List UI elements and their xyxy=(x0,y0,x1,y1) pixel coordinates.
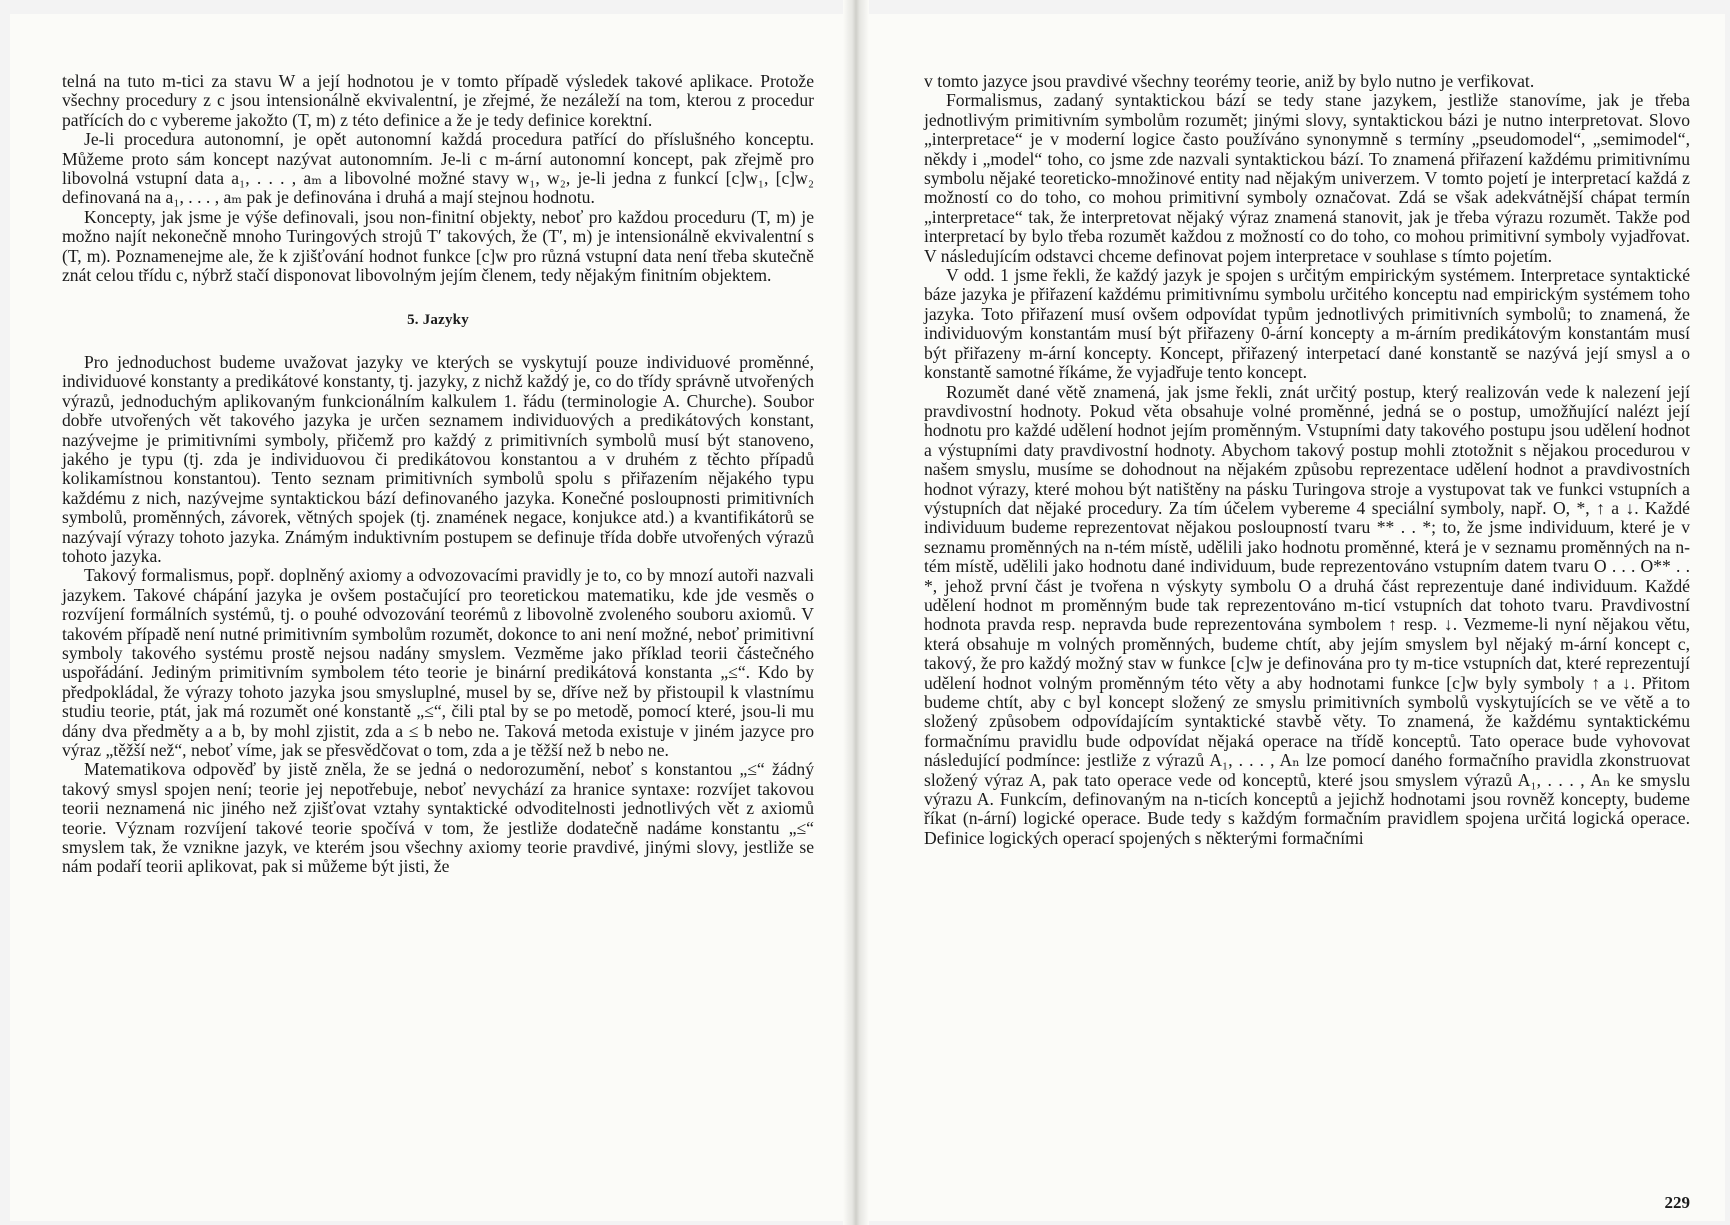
left-paragraph-2: Je-li procedura autonomní, je opět autonomní každá procedura patřící do příslušného konceptu. Můžeme proto sám koncept nazývat autonomním. Je-li c m-ární autonomní koncept, pak zřejmě pro libovolná vstupní data a₁, . . . , aₘ a libovolné možné stavy w₁, w₂, je-li jedna z funkcí [c]w₁, [c]w₂ definovaná na a₁, . . . , aₘ pak je definována i druhá a mají stejnou hodnotu. xyxy=(62,129,814,208)
right-paragraph-4: Rozumět dané větě znamená, jak jsme řekli, znát určitý postup, který realizován vede k nalezení její pravdivostní hodnoty. Pokud věta obsahuje volné proměnné, jedná se o postup, umožňující nalézt její hodnotu pro každé udělení hodnot jejím proměnným. Vstupními daty takového postupu jsou udělení hodnot a výstupními daty pravdivostní hodnoty. Abychom takový postup mohli ztotožnit s nějakou procedurou v našem smyslu, musíme se dohodnout na nějakém způsobu reprezentace udělení hodnot a pravdivostních hodnot výrazy, které mohou být natištěny na pásku Turingova stroje a vystupovat tak ve funkci vstupních a výstupních dat nějaké procedury. Za tím účelem vybereme 4 speciální symboly, např. O, *, ↑ a ↓. Každé individuum budeme reprezentovat nějakou posloupností tvaru ** . . *; to, že jsme individuum, které je v seznamu proměnných na n-tém místě, udělili jako hodnotu proměnné, která je v seznamu proměnných na n-tém místě, udělili jako hodnotu dané individuum, bude reprezentováno vstupním datem tvaru O . . . O** . . *, jehož první část je tvořena n výskyty symbolu O a druhá část reprezentuje dané individuum. Každé udělení hodnot m proměnným bude tak reprezentováno m-ticí vstupních dat tohoto tvaru. Pravdivostní hodnota pravda resp. nepravda bude reprezentována symbolem ↑ resp. ↓. Vezmeme-li nyní nějakou větu, která obsahuje m volných proměnných, budeme chtít, aby jejím smyslem byl nějaký m-ární koncept c, takový, že pro každý možný stav w funkce [c]w je definována pro ty m-tice vstupních dat, které reprezentují udělení hodnot volným proměnným této věty a aby hodnotami funkce [c]w byly symboly ↑ a ↓. Přitom budeme chtít, aby c byl koncept složený ze smyslu primitivních symbolů vyskytujících se ve větě a to složený způsobem odpovídajícím syntaktické stavbě věty. To znamená, že každému syntaktickému formačnímu pravidlu bude odpovídat nějaká operace na třídě konceptů. Tato operace bude vyhovovat následující podmínce: jestliže z výrazů A₁, . . . , Aₙ lze pomocí daného formačního pravidla zkonstruovat složený výraz A, pak tato operace vede od konceptů, které jsou smyslem výrazů A₁, . . . , Aₙ ke smyslu výrazu A. Funkcím, definovaným na n-ticích konceptů a jejichž hodnotami jsou rovněž koncepty, budeme říkat (n-ární) logické operace. Bude tedy s každým formačním pravidlem spojena určitá logická operace. Definice logických operací spojených s některými formačními xyxy=(924,381,1690,848)
left-paragraph-1: telná na tuto m-tici za stavu W a její hodnotou je v tomto případě výsledek takové aplikace. Protože všechny procedury z c jsou intensionálně ekvivalentní, je zřejmé, že nezáleží na tom, kterou z procedur patřících do c vybereme jakožto (T, m) z této definice a že je tedy definice korektní. xyxy=(62,71,814,130)
left-column xyxy=(62,72,814,877)
left-section-paragraph-2: Takový formalismus, popř. doplněný axiomy a odvozovacími pravidly je to, co by mnozí autoři nazvali jazykem. Takové chápání jazyka je ovšem postačující pro teoretickou matematiku, kde jde vesměs o rozvíjení formálních systémů, tj. o pouhé odvozování teorémů z libovolně zvoleného souboru axiomů. V takovém případě není nutné primitivním symbolům rozumět, dokonce to ani není možné, neboť primitivní symboly takového systému prostě nejsou nadány smyslem. Vezměme jako příklad teorii částečného uspořádání. Jediným primitivním symbolem této teorie je binární predikátová konstanta „≤“. Kdo by předpokládal, že výrazy tohoto jazyka jsou smysluplné, musel by se, dříve než by přistoupil k vlastnímu studiu teorie, ptát, jak má rozumět oné konstantě „≤“, čili ptal by se po metodě, pomocí které, jsou-li mu dány dva předměty a a b, by mohl zjistit, zda a ≤ b nebo ne. Taková metoda existuje v jiném jazyce pro výraz „těžší než“, neboť víme, jak se přesvědčovat o tom, zda a je těžší než b nebo ne. xyxy=(62,565,814,760)
book-gutter xyxy=(843,0,869,1225)
left-paragraph-3: Koncepty, jak jsme je výše definovali, jsou non-finitní objekty, neboť pro každou proceduru (T, m) je možno najít nekonečně mnoho Turingových strojů T′ takových, že (T′, m) je intensionálně ekvivalentní s (T, m). Poznamenejme ale, že k zjišťování hodnot funkce [c]w pro různá vstupní data není třeba skutečně znát celou třídu c, nýbrž stačí disponovat libovolným jejím členem, tedy nějakým finitním objektem. xyxy=(62,206,814,286)
right-paragraph-1: v tomto jazyce jsou pravdivé všechny teorémy teorie, aniž by bylo nutno je verfikovat. xyxy=(924,71,1535,91)
page-number: 229 xyxy=(1664,1193,1690,1212)
right-paragraph-2: Formalismus, zadaný syntaktickou bází se tedy stane jazykem, jestliže stanovíme, jak je třeba jednotlivým primitivním symbolům rozumět; jinými slovy, syntaktickou bázi je nutno interpretovat. Slovo „interpretace“ je v moderní logice často používáno synonymně s termíny „pseudomodel“, „semimodel“, někdy i „model“ toho, co jsme zde nazvali syntaktickou bází. To znamená přiřazení každému primitivnímu symbolu nějaké teoreticko-množinové entity nad nějakým univerzem. V tomto pojetí je interpretací každá z možností co do toho, co mohou primitivní symboly označovat. Zdá se však adekvátnější chápat termín „interpretace“ tak, že interpretovat nějaký výraz znamená stanovit, jak je třeba výrazu rozumět. Takže pod interpretací by bylo třeba rozumět každou z možností co do toho, co mohou primitivní symboly vyjadřovat. V následujícím odstavci chceme definovat pojem interpretace v souhlase s tímto pojetím. xyxy=(924,90,1690,266)
left-section-paragraph-1: Pro jednoduchost budeme uvažovat jazyky ve kterých se vyskytují pouze individuové proměnné, individuové konstanty a predikátové konstanty, tj. jazyky, z nichž každý je, co do třídy správně utvořených výrazů, jednoduchým aplikovaným funkcionálním kalkulem 1. řádu (terminologie A. Churche). Soubor dobře utvořených vět takového jazyka je určen seznamem individuových a predikátových konstant, nazývejme je primitivními symboly, přičemž pro každý z primitivních symbolů musí být stanoveno, jakého je typu (tj. zda je individuovou či predikátovou konstantou a v druhém z těchto případů kolikamístnou konstantou). Tento seznam primitivních symbolů spolu s přiřazením nějakého typu každému z nich, nazývejme syntaktickou bází definovaného jazyka. Konečné posloupnosti primitivních symbolů, proměnných, závorek, větných spojek (tj. znamének negace, konjukce atd.) a kvantifikátorů se nazývají výrazy tohoto jazyka. Známým induktivním postupem se definuje třída dobře utvořených výrazů tohoto jazyka. xyxy=(62,351,814,566)
section-heading: 5. Jazyky xyxy=(407,312,469,329)
right-column xyxy=(924,72,1690,848)
left-section-paragraph-3: Matematikova odpověď by jistě zněla, že se jedná o nedorozumění, neboť s konstantou „≤“ žádný takový smysl spojen není; teorie jej nepotřebuje, neboť nevychází za hranice syntaxe: rozvíjet takovou teorii neznamená nic jiného než zjišťovat vztahy syntaktické odvoditelnosti jednotlivých vět z axiomů teorie. Význam rozvíjení takové teorie spočívá v tom, že jestliže dodatečně nadáme konstantu „≤“ smyslem tak, že vznikne jazyk, ve kterém jsou všechny axiomy teorie pravdivé, jinými slovy, jestliže se nám podaří teorii aplikovat, pak si můžeme být jisti, že xyxy=(62,759,814,877)
right-paragraph-3: V odd. 1 jsme řekli, že každý jazyk je spojen s určitým empirickým systémem. Interpretace syntaktické báze jazyka je přiřazení každému primitivnímu symbolu určitého konceptu nad empirickým systémem toho jazyka. Toto přiřazení musí ovšem odpovídat typům jednotlivých primitivních symbolů; to znamená, že individuovým konstantám musí být přiřazeny 0-ární koncepty a m-árním predikátovým konstantám musí být přiřazeny m-ární koncepty. Koncept, přiřazený interpetací dané konstantě se nazývá její smysl a o konstantě samotné říkáme, že vyjadřuje tento koncept. xyxy=(924,265,1690,383)
